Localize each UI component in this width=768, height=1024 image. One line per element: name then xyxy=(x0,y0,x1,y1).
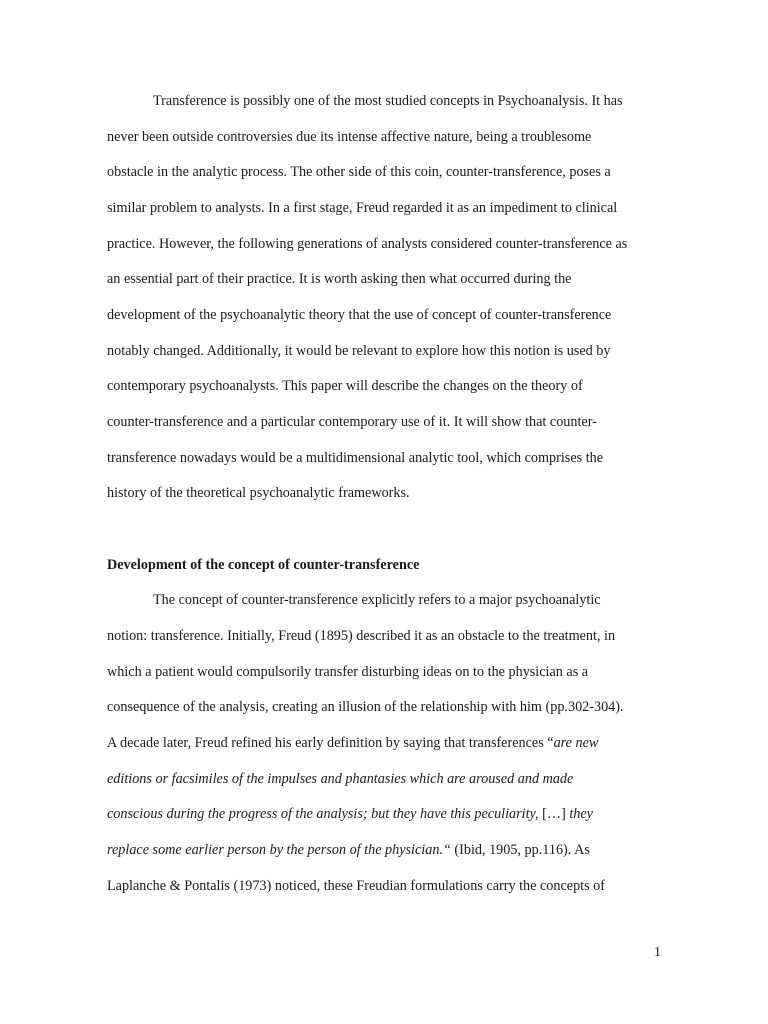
quote-italic-start: are new xyxy=(553,735,599,751)
citation-text: (Ibid, 1905, pp.116). As xyxy=(450,842,590,858)
paragraph-2-line-5-text: A decade later, Freud refined his early definition by saying that transferences “ xyxy=(107,735,554,751)
quote-italic-middle: conscious during the progress of the analysis; but they have this peculiarity, xyxy=(107,806,539,822)
paragraph-1-line-7: development of the psychoanalytic theory that the use of concept of counter-transference xyxy=(107,307,612,323)
paragraph-2-line-8 xyxy=(107,841,590,859)
paragraph-2-line-7 xyxy=(107,805,593,823)
quote-italic-continued: they xyxy=(569,806,593,822)
paragraph-1-line-4: similar problem to analysts. In a first stage, Freud regarded it as an impediment to clinical xyxy=(107,200,618,216)
section-heading: Development of the concept of counter-transference xyxy=(107,557,420,573)
paragraph-1-line-6: an essential part of their practice. It is worth asking then what occurred during the xyxy=(107,271,572,287)
paragraph-1-line-10: counter-transference and a particular contemporary use of it. It will show that counter- xyxy=(107,414,597,430)
paragraph-1-line-3: obstacle in the analytic process. The other side of this coin, counter-transference, poses a xyxy=(107,164,611,180)
paragraph-1-line-9: contemporary psychoanalysts. This paper will describe the changes on the theory of xyxy=(107,378,583,394)
paragraph-2-line-1: The concept of counter-transference explicitly refers to a major psychoanalytic xyxy=(153,592,601,608)
paragraph-2-line-3: which a patient would compulsorily transfer disturbing ideas on to the physician as a xyxy=(107,664,589,680)
quote-italic-end: replace some earlier person by the person of the physician.“ xyxy=(107,842,451,858)
quote-ellipsis: […] xyxy=(538,806,570,822)
paragraph-1-line-11: transference nowadays would be a multidimensional analytic tool, which comprises the xyxy=(107,450,604,466)
page-number: 1 xyxy=(654,945,661,960)
paragraph-2-line-9: Laplanche & Pontalis (1973) noticed, these Freudian formulations carry the concepts of xyxy=(107,878,605,894)
paragraph-1-line-8: notably changed. Additionally, it would be relevant to explore how this notion is used by xyxy=(107,343,611,359)
paragraph-2-line-6: editions or facsimiles of the impulses and phantasies which are aroused and made xyxy=(107,771,574,787)
paragraph-1-line-2: never been outside controversies due its intense affective nature, being a troublesome xyxy=(107,129,592,145)
paragraph-2-line-5 xyxy=(107,734,598,752)
paragraph-1-line-1: Transference is possibly one of the most studied concepts in Psychoanalysis. It has xyxy=(153,93,623,109)
paragraph-1-line-5: practice. However, the following generations of analysts considered counter-transference as xyxy=(107,236,628,252)
paragraph-2-line-4: consequence of the analysis, creating an illusion of the relationship with him (pp.302-304). xyxy=(107,699,624,715)
paragraph-2-line-2: notion: transference. Initially, Freud (1895) described it as an obstacle to the treatment, in xyxy=(107,628,616,644)
paragraph-1-line-12: history of the theoretical psychoanalytic frameworks. xyxy=(107,485,410,501)
